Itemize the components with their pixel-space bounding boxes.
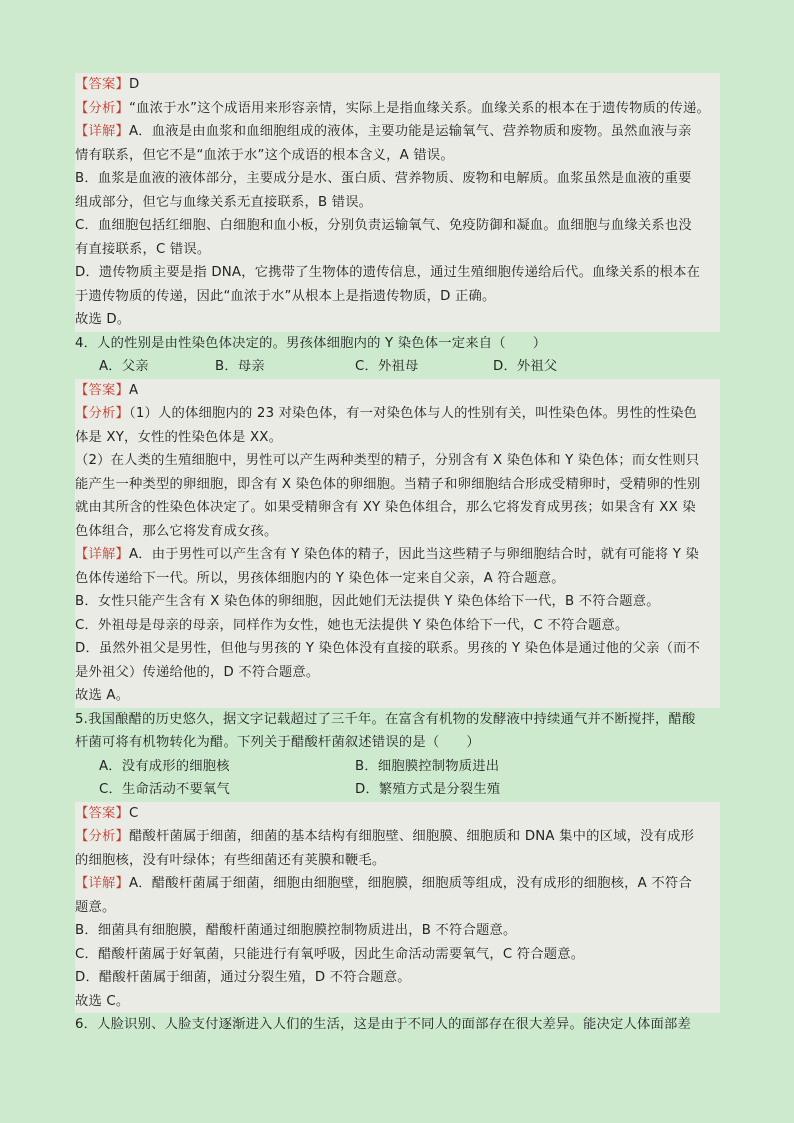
- detail-line: C．醋酸杆菌属于好氧菌，只能进行有氧呼吸，因此生命活动需要氧气，C 符合题意。: [75, 946, 585, 962]
- answer-line: [75, 73, 720, 97]
- detail-line: [75, 543, 720, 567]
- analysis-text: （1）人的体细胞内的 23 对染色体，有一对染色体与人的性别有关，叫性染色体。男性的性染色: [129, 406, 698, 421]
- analysis-text: 醋酸杆菌属于细菌，细菌的基本结构有细胞壁、细胞膜、细胞质和 DNA 集中的区域，没有成形: [129, 829, 695, 844]
- detail-text: A．醋酸杆菌属于细菌，细胞由细胞壁，细胞膜，细胞质等组成，没有成形的细胞核，A 不符合: [129, 876, 692, 891]
- detail-line: D．醋酸杆菌属于细菌，通过分裂生殖，D 不符合题意。: [75, 970, 411, 985]
- answer-value: D: [129, 77, 140, 92]
- option-a: A．父亲: [99, 359, 149, 374]
- detail-line: D．虽然外祖父是男性，但他与男孩的 Y 染色体没有直接的联系。男孩的 Y 染色体是通过他的父亲（而不: [75, 641, 701, 656]
- detail-tag: 【详解】: [75, 124, 129, 139]
- analysis-line: [75, 825, 720, 849]
- question-options: [75, 778, 720, 802]
- detail-line: C．血细胞包括红细胞、白细胞和血小板，分别负责运输氧气、免疫防御和凝血。血细胞与血缘关系也没: [75, 218, 692, 233]
- analysis-line: 就由其所含的性染色体决定了。如果受精卵含有 XY 染色体组合，那么它将发育成男孩；如果含有 XX 染: [75, 500, 696, 515]
- detail-tag: 【详解】: [75, 876, 129, 891]
- option-d: D．外祖父: [493, 359, 558, 374]
- question-stem: 4．人的性别是由性染色体决定的。男孩体细胞内的 Y 染色体一定来自（ ）: [75, 335, 547, 351]
- conclusion-line: 故选 A。: [75, 688, 130, 703]
- detail-text: A．血液是由血浆和血细胞组成的液体，主要功能是运输氧气、营养物质和废物。虽然血液与亲: [129, 124, 692, 139]
- analysis-line: [75, 97, 720, 121]
- detail-line: B．血浆是血液的液体部分，主要成分是水、蛋白质、营养物质、废物和电解质。血浆虽然是血液的重要: [75, 171, 692, 186]
- detail-line: D．遗传物质主要是指 DNA，它携带了生物体的遗传信息，通过生殖细胞传递给后代。血缘关系的根本在: [75, 265, 701, 280]
- option-c: C．外祖母: [355, 359, 419, 374]
- detail-line: 题意。: [75, 899, 116, 915]
- answer-value: A: [129, 382, 139, 398]
- question-4: [75, 332, 720, 379]
- question-5: [75, 708, 720, 802]
- detail-line: C．外祖母是母亲的母亲，同样作为女性，她也无法提供 Y 染色体给下一代，C 不符合题意。: [75, 617, 629, 633]
- answer-tag: 【答案】: [75, 805, 129, 821]
- detail-line: 有直接联系，C 错误。: [75, 241, 211, 257]
- analysis-line: （2）在人类的生殖细胞中，男性可以产生两种类型的精子，分别含有 X 染色体和 Y 染色体；而女性则只: [75, 453, 700, 468]
- analysis-tag: 【分析】: [75, 829, 129, 844]
- conclusion-line: 故选 C。: [75, 993, 130, 1009]
- analysis-line: 体是 XY，女性的性染色体是 XX。: [75, 429, 283, 445]
- answer-line: [75, 802, 720, 826]
- analysis-line: 能产生一种类型的卵细胞，即含有 X 染色体的卵细胞。当精子和卵细胞结合形成受精卵时，受精卵的性别: [75, 476, 701, 492]
- detail-line: 色体传递给下一代。所以，男孩体细胞内的 Y 染色体一定来自父亲，A 符合题意。: [75, 570, 565, 586]
- question-options: [75, 755, 720, 779]
- detail-line: [75, 120, 720, 144]
- question-6: [75, 1013, 720, 1037]
- detail-line: B．细菌具有细胞膜，醋酸杆菌通过细胞膜控制物质进出，B 不符合题意。: [75, 923, 517, 938]
- question-stem: 5.我国酿醋的历史悠久，据文字记载超过了三千年。在富含有机物的发酵液中持续通气并不断搅拌，醋酸: [75, 711, 696, 727]
- answer-block-5: [75, 802, 720, 1014]
- conclusion-line: 故选 D。: [75, 312, 131, 327]
- analysis-line: [75, 402, 720, 426]
- analysis-tag: 【分析】: [75, 100, 129, 116]
- option-d: D．繁殖方式是分裂生殖: [355, 782, 501, 797]
- option-c: C．生命活动不要氧气: [99, 782, 230, 797]
- analysis-tag: 【分析】: [75, 406, 129, 421]
- detail-tag: 【详解】: [75, 547, 129, 562]
- answer-block-4: [75, 379, 720, 708]
- question-stem: 杆菌可将有机物转化为醋。下列关于醋酸杆菌叙述错误的是（ ）: [75, 735, 480, 750]
- option-a: A．没有成形的细胞核: [99, 758, 230, 774]
- answer-block-3: [75, 73, 720, 332]
- question-options: [75, 355, 720, 379]
- answer-value: C: [129, 805, 139, 821]
- detail-line: 是外祖父）传递给他的，D 不符合题意。: [75, 664, 320, 680]
- document-page: [75, 73, 720, 1037]
- detail-line: B．女性只能产生含有 X 染色体的卵细胞，因此她们无法提供 Y 染色体给下一代，B 不符合题意。: [75, 594, 660, 609]
- detail-line: 情有联系，但它不是“血浓于水”这个成语的根本含义，A 错误。: [75, 147, 454, 163]
- question-stem: 6．人脸识别、人脸支付逐渐进入人们的生活，这是由于不同人的面部存在很大差异。能决定人体面部差: [75, 1017, 692, 1032]
- answer-tag: 【答案】: [75, 77, 129, 92]
- option-b: B．细胞膜控制物质进出: [355, 758, 500, 774]
- analysis-line: 的细胞核，没有叶绿体；有些细菌还有荚膜和鞭毛。: [75, 852, 386, 868]
- option-b: B．母亲: [215, 359, 265, 374]
- detail-text: A．由于男性可以产生含有 Y 染色体的精子，因此当这些精子与卵细胞结合时，就有可能将 Y 染: [129, 547, 700, 562]
- answer-line: [75, 379, 720, 403]
- analysis-line: 色体组合，那么它将发育成女孩。: [75, 523, 278, 539]
- detail-line: 组成部分，但它与血缘关系无直接联系，B 错误。: [75, 194, 373, 210]
- analysis-text: “血浓于水”这个成语用来形容亲情，实际上是指血缘关系。血缘关系的根本在于遗传物质的传递。: [129, 100, 711, 116]
- detail-line: [75, 872, 720, 896]
- detail-line: 于遗传物质的传递，因此“血浓于水”从根本上是指遗传物质，D 正确。: [75, 288, 496, 304]
- answer-tag: 【答案】: [75, 382, 129, 398]
